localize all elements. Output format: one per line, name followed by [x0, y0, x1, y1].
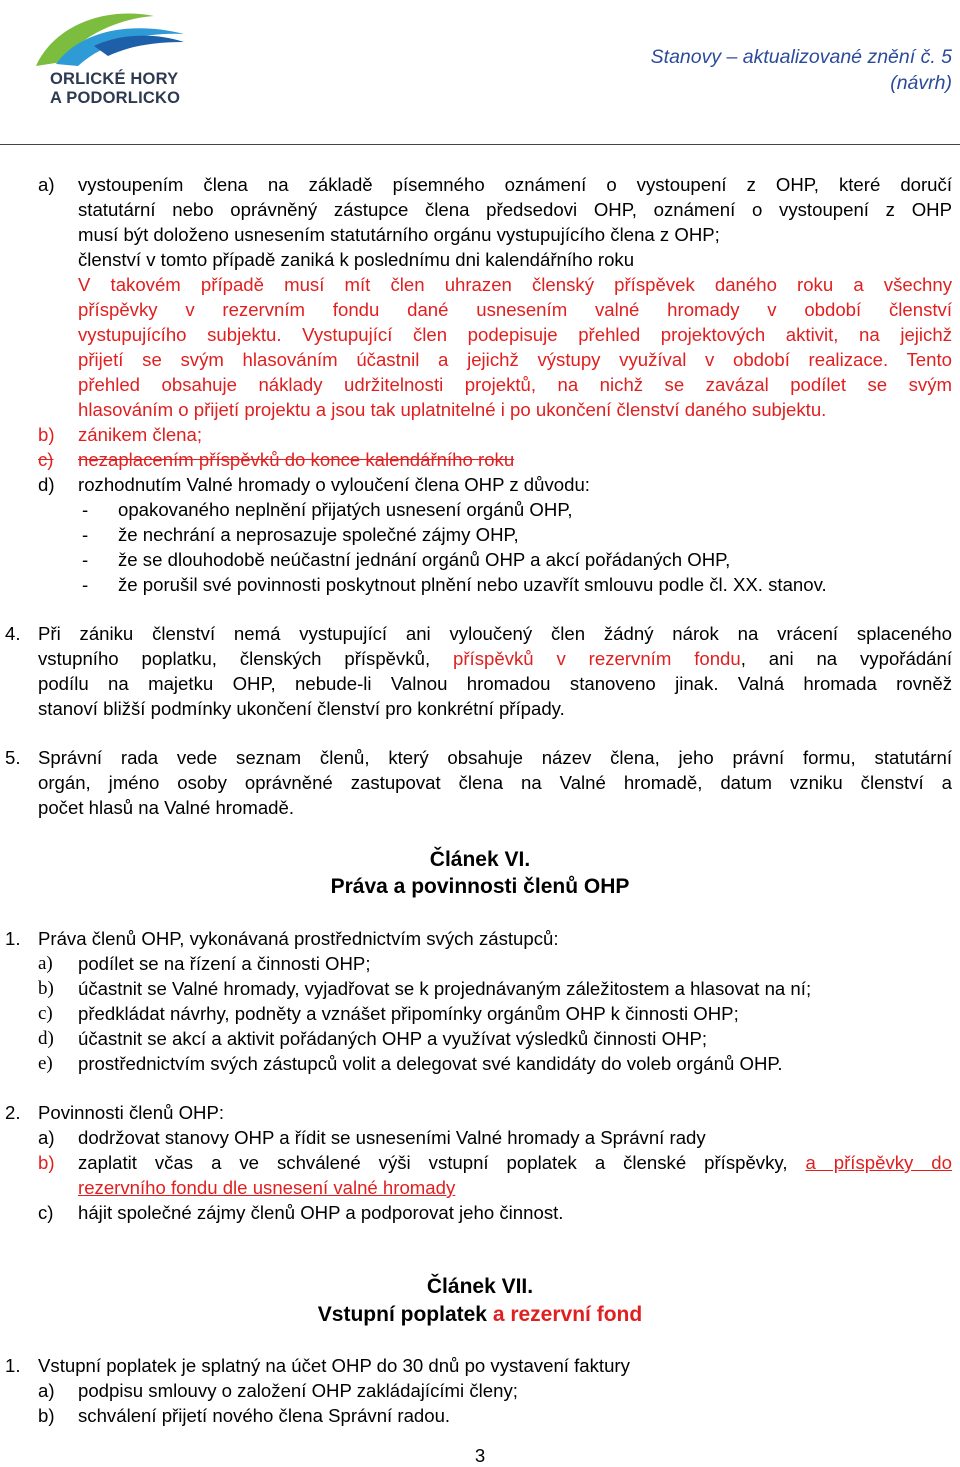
item-a-line1: vystoupením člena na základě písemného oznámení o vystoupení z OHP, které doručí	[78, 174, 952, 195]
point5-line2: orgán, jméno osoby oprávněné zastupovat člena na Valné hromadě, datum vzniku členství a	[38, 772, 952, 793]
fee-b-marker: b)	[38, 1405, 55, 1426]
rights-marker: 1.	[5, 928, 21, 949]
item-d-reason3: že se dlouhodobě neúčastní jednání orgánů OHP a akcí pořádaných OHP,	[118, 549, 731, 570]
item-c-marker: c)	[38, 449, 54, 470]
point4-line3: podílu na majetku OHP, nebude-li Valnou hromadou stanoveno jinak. Valná hromada rovněž	[38, 673, 952, 694]
item-d-dash3: -	[82, 549, 89, 570]
rights-b-marker: b)	[38, 978, 54, 999]
point4-line1: Při zániku členství nemá vystupující ani vyloučený člen žádný nárok na vrácení splaceného	[38, 623, 952, 644]
document-title: Stanovy – aktualizované znění č. 5	[650, 46, 952, 68]
rights-e-text: prostřednictvím svých zástupců volit a delegovat své kandidáty do voleb orgánů OHP.	[78, 1053, 783, 1074]
logo-line1: ORLICKÉ HORY	[50, 70, 179, 88]
item-c-text: nezaplacením příspěvků do konce kalendářního roku	[78, 449, 515, 470]
duties-a-text: dodržovat stanovy OHP a řídit se usneseními Valné hromady a Správní rady	[78, 1127, 706, 1148]
point4-line2	[38, 646, 952, 671]
article7-subtitle-black: Vstupní poplatek	[317, 1303, 487, 1326]
article6-title: Článek VI.	[429, 848, 531, 871]
duties-b-line1	[78, 1150, 952, 1175]
item-a-red-line3	[78, 322, 952, 347]
item-a-red-line4b: Tento	[888, 349, 952, 370]
rights-c-text: předkládat návrhy, podněty a vznášet připomínky orgánům OHP k činnosti OHP;	[78, 1003, 739, 1024]
duties-c-marker: c)	[38, 1202, 54, 1223]
fee-marker: 1.	[5, 1355, 21, 1376]
fee-a-text: podpisu smlouvy o založení OHP zakládajícími členy;	[78, 1380, 518, 1401]
document-header	[651, 44, 952, 96]
logo-text	[50, 70, 180, 108]
logo	[34, 6, 194, 106]
duties-b-red2: rezervního fondu dle usnesení valné hromady	[78, 1177, 456, 1198]
item-a-line3: musí být doloženo usnesením statutárního orgánu vystupujícího člena z OHP;	[78, 224, 720, 245]
point4-line2c: , ani na vypořádání	[740, 648, 953, 669]
rights-c-marker: c)	[38, 1003, 53, 1024]
point5-marker: 5.	[5, 747, 21, 768]
item-a-marker: a)	[38, 174, 55, 195]
article6-subtitle: Práva a povinnosti členů OHP	[330, 875, 630, 898]
duties-b-text: zaplatit včas a ve schválené výši vstupní poplatek a členské příspěvky,	[78, 1152, 788, 1173]
item-d-dash4: -	[82, 574, 89, 595]
item-a-red-line2: příspěvky v rezervním fondu dané usnesením valné hromady v období členství	[78, 299, 952, 320]
item-d-reason4: že porušil své povinnosti poskytnout plnění nebo uzavřít smlouvu podle čl. XX. stanov.	[118, 574, 827, 595]
duties-b-red1: a příspěvky do	[805, 1152, 952, 1173]
duties-marker: 2.	[5, 1102, 21, 1123]
point4-marker: 4.	[5, 623, 21, 644]
rights-e-marker: e)	[38, 1053, 53, 1074]
fee-b-text: schválení přijetí nového člena Správní radou.	[78, 1405, 451, 1426]
item-b-text: zánikem člena;	[78, 424, 203, 445]
item-d-marker: d)	[38, 474, 55, 495]
document-status: (návrh)	[890, 72, 952, 94]
article7-title: Článek VII.	[426, 1275, 534, 1298]
duties-c-text: hájit společné zájmy členů OHP a podporovat jeho činnost.	[78, 1202, 564, 1223]
point4-line4: stanoví bližší podmínky ukončení členství pro konkrétní případy.	[38, 698, 565, 719]
point4-line2b: příspěvků v rezervním fondu	[430, 648, 741, 669]
article7-subtitle	[0, 1301, 960, 1329]
rights-d-marker: d)	[38, 1028, 54, 1049]
logo-swoosh-icon	[34, 6, 194, 70]
fee-text: Vstupní poplatek je splatný na účet OHP do 30 dnů po vystavení faktury	[38, 1355, 630, 1376]
item-a-red-line3a: vystupujícího subjektu.	[78, 324, 282, 345]
logo-line2: A PODORLICKO	[50, 89, 181, 107]
point4-line2a: vstupního poplatku, členských příspěvků,	[38, 648, 431, 669]
rights-intro: Práva členů OHP, vykonávaná prostřednictvím svých zástupců:	[38, 928, 559, 949]
item-d-reason1: opakovaného neplnění přijatých usnesení orgánů OHP,	[118, 499, 573, 520]
item-d-dash1: -	[82, 499, 89, 520]
item-a-line4: členství v tomto případě zaniká k poslednímu dni kalendářního roku	[78, 249, 635, 270]
page-number: 3	[474, 1445, 486, 1466]
duties-b-marker: b)	[38, 1152, 55, 1173]
item-a-red-line1: V takovém případě musí mít člen uhrazen členský příspěvek daného roku a všechny	[78, 274, 952, 295]
item-a-line2: statutární nebo oprávněný zástupce člena předsedovi OHP, oznámení o vystoupení z OHP	[78, 199, 952, 220]
item-d-reason2: že nechrání a neprosazuje společné zájmy OHP,	[118, 524, 519, 545]
item-a-red-line5: přehled obsahuje náklady udržitelnosti projektů, na nichž se zavázal podílet se svým	[78, 374, 952, 395]
point5-line3: počet hlasů na Valné hromadě.	[38, 797, 295, 818]
rights-a-text: podílet se na řízení a činnosti OHP;	[78, 953, 371, 974]
item-d-dash2: -	[82, 524, 89, 545]
duties-a-marker: a)	[38, 1127, 55, 1148]
point5-line1: Správní rada vede seznam členů, který obsahuje název člena, jeho právní formu, statutární	[38, 747, 952, 768]
fee-a-marker: a)	[38, 1380, 55, 1401]
rights-b-text: účastnit se Valné hromady, vyjadřovat se k projednávaným záležitostem a hlasovat na ní;	[78, 978, 812, 999]
item-a-red-line3b: Vystupující člen podepisuje přehled projektových aktivit, na jejichž	[281, 324, 952, 345]
rights-d-text: účastnit se akcí a aktivit pořádaných OHP a využívat výsledků činnosti OHP;	[78, 1028, 708, 1049]
item-b-marker: b)	[38, 424, 55, 445]
item-a-red-line4a: přijetí se svým hlasováním účastnil a jejichž výstupy využíval v období realizace.	[78, 349, 889, 370]
article7-subtitle-red: a rezervní fond	[486, 1303, 643, 1326]
item-d-text: rozhodnutím Valné hromady o vyloučení člena OHP z důvodu:	[78, 474, 590, 495]
item-a-red-line4	[78, 347, 952, 372]
header-divider	[0, 144, 960, 145]
item-a-red-line6: hlasováním o přijetí projektu a jsou tak uplatnitelné i po ukončení členství daného subjektu.	[78, 399, 827, 420]
duties-intro: Povinnosti členů OHP:	[38, 1102, 225, 1123]
rights-a-marker: a)	[38, 953, 53, 974]
